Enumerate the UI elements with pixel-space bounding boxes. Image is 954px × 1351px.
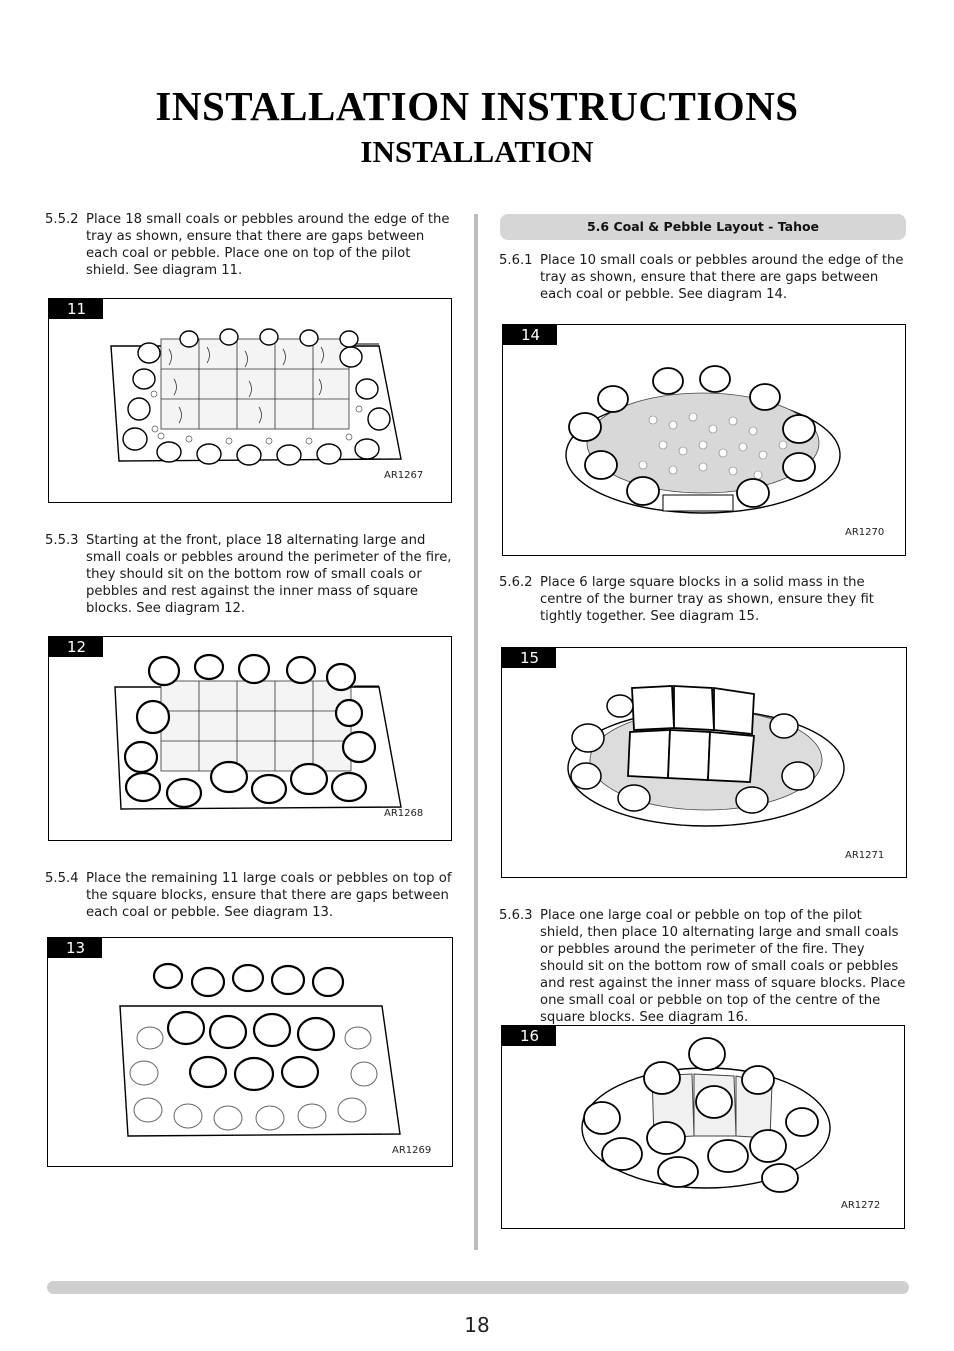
step-text: Place 10 small coals or pebbles around the edge of the tray as shown, ensure that there are gaps between each coal or pebble. See diagram 14.: [540, 253, 904, 302]
page-number: 18: [464, 1313, 490, 1337]
figure-reference: AR1267: [384, 470, 424, 481]
step-5-5-4: [45, 870, 457, 921]
step-text: Place 18 small coals or pebbles around the edge of the tray as shown, ensure that there are gaps between each coal or pebble. Place one on top of the pilot shield. See diagram 11.: [86, 212, 450, 278]
step-text: Starting at the front, place 18 alternating large and small coals or pebbles around the perimeter of the fire, they should sit on the bottom row of small coals or pebbles and rest against the inner mass of square blocks. See diagram 12.: [86, 533, 452, 616]
figure-number-tab: 16: [502, 1026, 556, 1046]
step-text: Place 6 large square blocks in a solid mass in the centre of the burner tray as shown, ensure they fit tightly together. See diagram 15.: [540, 575, 874, 624]
step-number: 5.6.1: [499, 253, 533, 268]
figure-reference: AR1270: [845, 527, 885, 538]
figure-reference: AR1272: [841, 1200, 881, 1211]
step-number: 5.5.2: [45, 212, 79, 227]
figure-number-tab: 12: [49, 637, 103, 657]
figure-reference: AR1268: [384, 808, 424, 819]
figure-reference: AR1269: [392, 1145, 432, 1156]
diagram-13: [47, 937, 453, 1167]
oval-fire-illustration: [503, 325, 907, 557]
step-text: Place the remaining 11 large coals or pebbles on top of the square blocks, ensure that there are gaps between each coal or pebble. See diagram 13.: [86, 871, 452, 920]
figure-number-tab: 13: [48, 938, 102, 958]
figure-reference: AR1271: [845, 850, 885, 861]
diagram-16: [501, 1025, 905, 1229]
page-subtitle: INSTALLATION: [360, 134, 594, 169]
step-text: Place one large coal or pebble on top of the pilot shield, then place 10 alternating large and small coals or pebbles around the perimeter of the fire. They should sit on the bottom row of small coals or pebbles and rest against the inner mass of square blocks. Place one small coal or pebble on top of the centre of the square blocks. See diagram 16.: [540, 908, 906, 1025]
rectangular-fire-illustration: [48, 938, 454, 1168]
step-5-6-3: [499, 907, 909, 1026]
footer-bar: [47, 1281, 909, 1294]
section-heading: 5.6 Coal & Pebble Layout - Tahoe: [500, 214, 906, 240]
page-title: INSTALLATION INSTRUCTIONS: [155, 83, 799, 129]
diagram-15: [501, 647, 907, 878]
column-divider: [474, 214, 478, 1250]
step-number: 5.5.3: [45, 533, 79, 548]
diagram-11: [48, 298, 452, 503]
step-5-6-1: [499, 252, 909, 303]
step-5-6-2: [499, 574, 909, 625]
step-number: 5.6.3: [499, 908, 533, 923]
figure-number-tab: 15: [502, 648, 556, 668]
step-5-5-3: [45, 532, 455, 617]
step-number: 5.6.2: [499, 575, 533, 590]
figure-number-tab: 14: [503, 325, 557, 345]
diagram-14: [502, 324, 906, 556]
figure-number-tab: 11: [49, 299, 103, 319]
oval-fire-illustration: [502, 648, 908, 879]
step-number: 5.5.4: [45, 871, 79, 886]
diagram-12: [48, 636, 452, 841]
step-5-5-2: [45, 211, 455, 279]
